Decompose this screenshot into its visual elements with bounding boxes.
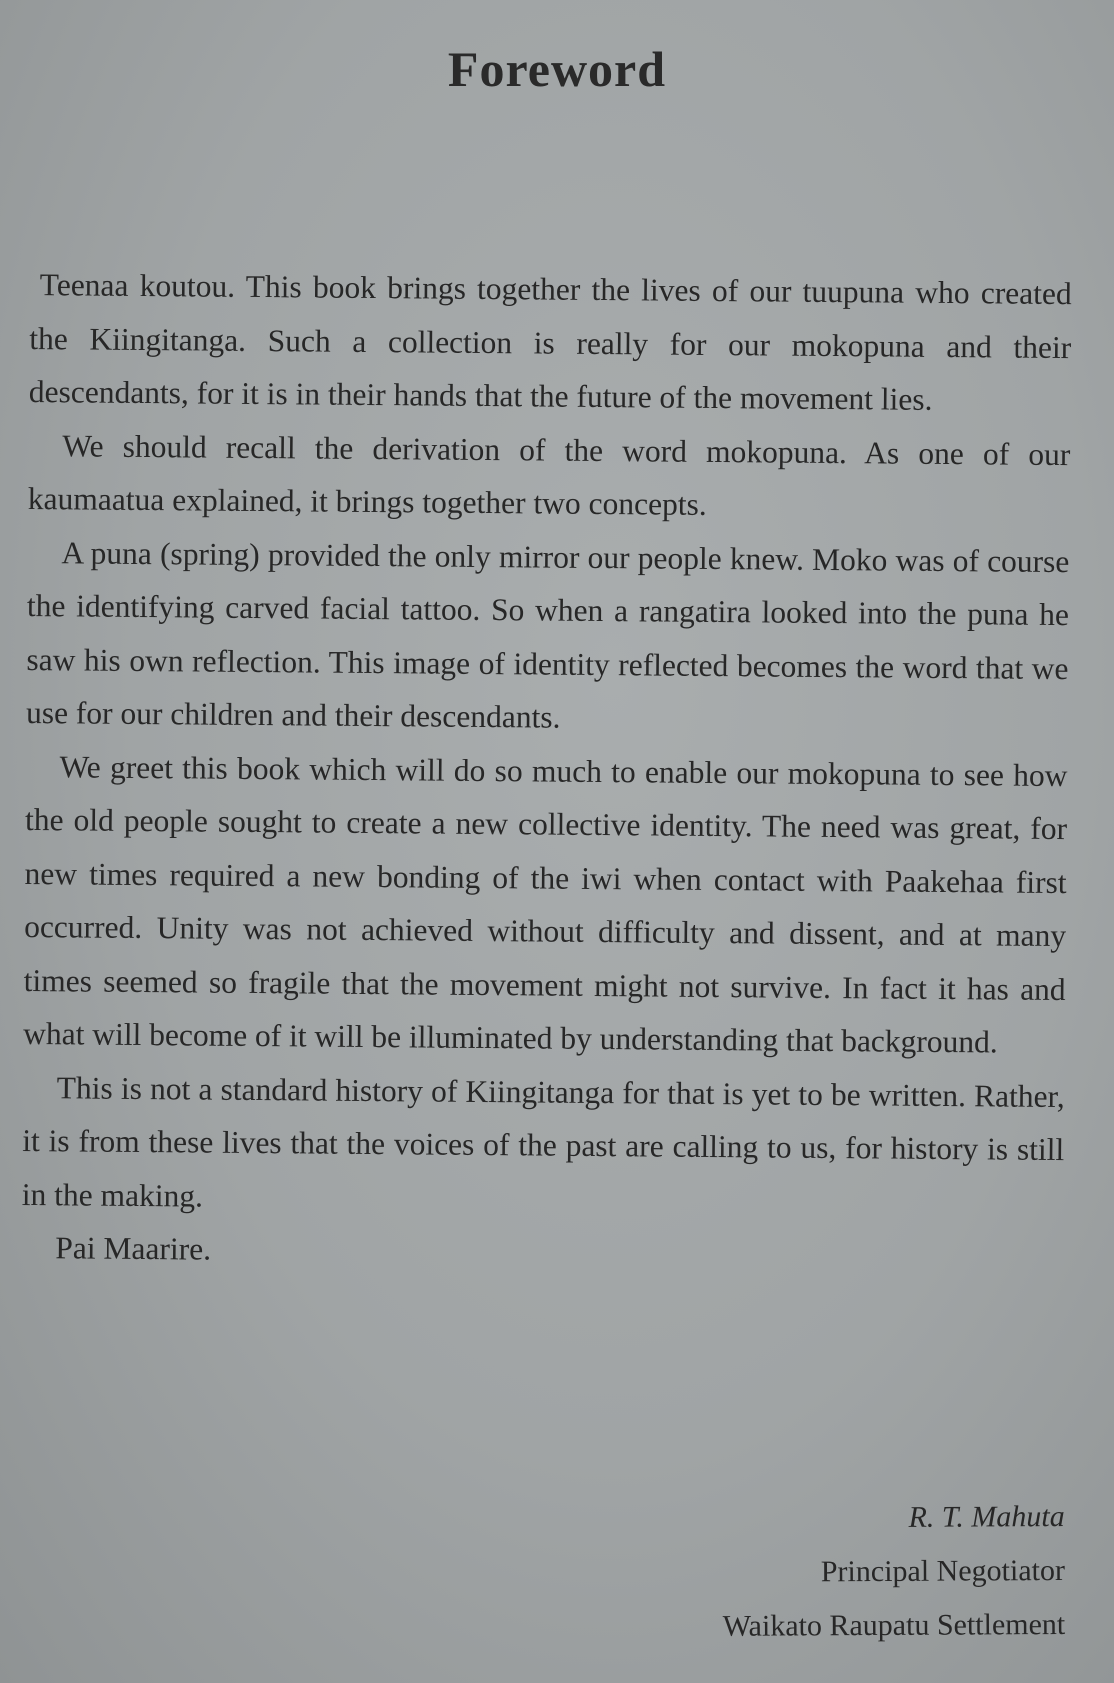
paragraph-greeting: Teenaa koutou. This book brings together the lives of our tuupuna who created the Kiingitanga. Such a collection is really for our mokopuna and their descendants, for it is in their hands that the future of the movement lies. bbox=[28, 267, 1072, 417]
paragraph-identity: We greet this book which will do so much to enable our mokopuna to see how the old people sought to create a new collective identity. The need was great, for new times required a new bonding of the iwi when contact with Paakehaa first occurred. Unity was not achieved without difficulty and dissent, and at many times seemed so fragile that the movement might not survive. In fact it has and what will become of it will be illuminated by understanding that background. bbox=[23, 748, 1068, 1060]
signature-organization: Waikato Raupatu Settlement bbox=[722, 1607, 1065, 1643]
signature-role: Principal Negotiator bbox=[820, 1553, 1065, 1589]
signature-name: R. T. Mahuta bbox=[907, 1499, 1065, 1534]
paragraph-closing: Pai Maarire. bbox=[55, 1230, 212, 1267]
paragraph-puna: A puna (spring) provided the only mirror our people knew. Moko was of course the identifying carved facial tattoo. So when a rangatira looked into the puna he saw his own reflection. This image of identity reflected becomes the word that we use for our children and their descendants. bbox=[25, 534, 1070, 735]
signature-block bbox=[722, 1490, 1065, 1654]
page-title: Foreword bbox=[447, 41, 667, 97]
foreword-body bbox=[21, 258, 1072, 1284]
paragraph-derivation: We should recall the derivation of the word mokopuna. As one of our kaumaatua explained, it brings together two concepts. bbox=[27, 427, 1071, 522]
paragraph-history: This is not a standard history of Kiingitanga for that is yet to be written. Rather, it is from these lives that the voices of the past are calling to us, for history is still in the making. bbox=[21, 1069, 1065, 1214]
